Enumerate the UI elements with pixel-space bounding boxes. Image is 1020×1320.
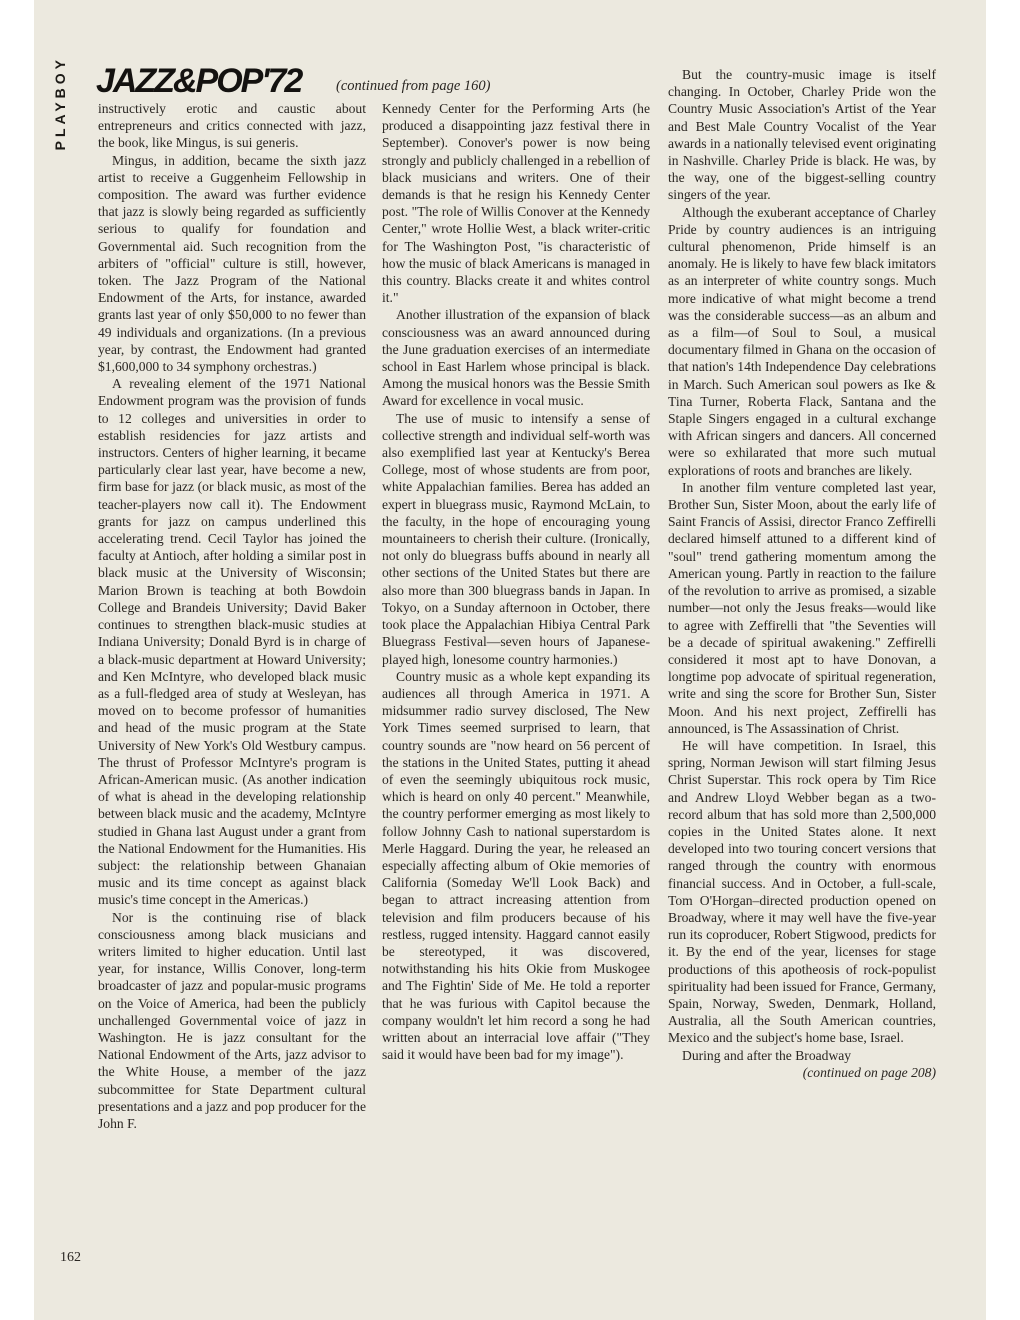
text-column-1 bbox=[98, 100, 366, 1132]
paragraph: Country music as a whole kept expanding its audiences all through America in 1971. A midsummer radio survey disclosed, The New York Times seemed surprised to learn, that country sounds are "now heard on 56 percent of the stations in the United States, putting it ahead of even the seemingly ubiquitous rock music, which is heard on only 40 percent." Meanwhile, the country performer emerging as most likely to follow Johnny Cash to national superstardom is Merle Haggard. During the year, he released an especially affecting album of Okie memories of California (Someday We'll Look Back) and began to attract increasing attention from television and film producers because of his restless, rugged intensity. Haggard cannot easily be stereotyped, it was discovered, notwithstanding his hits Okie from Muskogee and The Fightin' Side of Me. He told a reporter that he was furious with Capitol because the company wouldn't let him record a song he had written about an interracial love affair ("They said it would have been bad for my image"). bbox=[382, 668, 650, 1063]
magazine-side-label: PLAYBOY bbox=[52, 56, 68, 151]
paragraph: Although the exuberant acceptance of Charley Pride by country audiences is an intriguing cultural phenomenon, Pride himself is an anomaly. He is likely to have few black imitators as an interpreter of white country songs. Much more indicative of what might become a trend was the considerable success—as an album and as a film—of Soul to Soul, a musical documentary filmed in Ghana on the occasion of that nation's 14th Independence Day celebrations in March. Such American soul powers as Ike & Tina Turner, Roberta Flack, Santana and the Staple Singers engaged in a cultural exchange with African singers and dancers. All concerned were so exhilarated that more such mutual explorations of roots and branches are likely. bbox=[668, 204, 936, 478]
paragraph: Nor is the continuing rise of black consciousness among black musicians and writers limited to higher education. Until last year, for instance, Willis Conover, long-term broadcaster of jazz and popular-music programs on the Voice of America, had been the publicly unchallenged Governmental voice of jazz in Washington. He is jazz consultant for the National Endowment of the Arts, jazz advisor to the White House, a member of the jazz subcommittee for State Department cultural presentations and a jazz and pop producer for the John F. bbox=[98, 909, 366, 1131]
continued-on-note: (continued on page 208) bbox=[802, 1064, 936, 1080]
text-column-2 bbox=[382, 100, 650, 1063]
paragraph: Kennedy Center for the Performing Arts (he produced a disappointing jazz festival there in September). Conover's power is now being strongly and publicly challenged in a rebellion of black musicians and writers. One of their demands is that he resign his Kennedy Center post. "The role of Willis Conover at the Kennedy Center," wrote Hollie West, a black writer-critic for The Washington Post, "is characteristic of how the music of black Americans is managed in this country. Blacks create it and whites control it." bbox=[382, 101, 650, 306]
paragraph: In another film venture completed last year, Brother Sun, Sister Moon, about the early life of Saint Francis of Assisi, director Franco Zeffirelli declared himself attuned to a different kind of "soul" trend gathering momentum among the American young. Partly in reaction to the failure of the revolution to arrive as promised, a sizable number—not only the Jesus freaks—would like to agree with Zeffirelli that "the Seventies will be a decade of spiritual awakening." Zeffirelli considered it most apt to have Donovan, a longtime pop advocate of spiritual regeneration, write and sing the score for Brother Sun, Sister Moon. And his next project, Zeffirelli has announced, is The Assassination of Christ. bbox=[668, 479, 936, 736]
paragraph: He will have competition. In Israel, this spring, Norman Jewison will start filming Jesus Christ Superstar. This rock opera by Tim Rice and Andrew Lloyd Webber began as a two-record album that has sold more than 2,500,000 copies in the United States alone. It next developed into two touring concert versions that ranged through the country with enormous financial success. And in October, a full-scale, Tom O'Horgan–directed production opened on Broadway, where it may well have the five-year run its coproducer, Robert Stigwood, predicts for it. By the end of the year, licenses for stage productions of this apotheosis of rock-populist spirituality had been issued for France, Germany, Spain, Norway, Sweden, Denmark, Holland, Australia, all the South American countries, Mexico and the subject's home base, Israel. bbox=[668, 737, 936, 1046]
paragraph: During and after the Broadway bbox=[682, 1047, 852, 1063]
paragraph: The use of music to intensify a sense of collective strength and individual self-worth was also exemplified last year at Kentucky's Berea College, most of whose students are from poor, white Appalachian families. Berea has added an expert in bluegrass music, Raymond McLain, to the faculty, in the hope of encouraging young mountaineers to cherish their culture. (Ironically, not only do bluegrass buffs abound in nearly all other sections of the United States but there are also more than 300 bluegrass bands in Japan. In Tokyo, on a Sunday afternoon in October, there took place the Appalachian Hibiya Central Park Bluegrass Festival—seven hours of Japanese-played high, lonesome country harmonies.) bbox=[382, 410, 650, 667]
paragraph: Another illustration of the expansion of black consciousness was an award announced during the June graduation exercises of an intermediate school in East Harlem whose principal is black. Among the musical honors was the Bessie Smith Award for excellence in vocal music. bbox=[382, 307, 650, 409]
paragraph: instructively erotic and caustic about entrepreneurs and critics connected with jazz, the book, like Mingus, is sui generis. bbox=[98, 101, 366, 151]
section-heading-logo: JAZZ&POP'72 bbox=[96, 62, 302, 100]
paragraph: But the country-music image is itself changing. In October, Charley Pride won the Country Music Association's Artist of the Year and Best Male Country Vocalist of the Year awards in a nationally televised event originating in Nashville. Charley Pride is black. He was, by the way, one of the biggest-selling country singers of the year. bbox=[668, 67, 936, 203]
paragraph: Mingus, in addition, became the sixth jazz artist to receive a Guggenheim Fellowship in composition. The award was further evidence that jazz is slowly being regarded as sufficiently serious to qualify for foundation and Governmental aid. Such recognition from the arbiters of "official" culture is still, however, token. The Jazz Program of the National Endowment of the Arts, for instance, awarded grants last year of only $50,000 to no fewer than 49 individuals and organizations. (In a previous year, by contrast, the Endowment had granted $1,600,000 to 34 symphony orchestras.) bbox=[98, 152, 366, 375]
page-number: 162 bbox=[60, 1250, 81, 1265]
paragraph: A revealing element of the 1971 National Endowment program was the provision of funds to 12 colleges and universities in order to establish residencies for jazz artists and instructors. Centers of higher learning, it became particularly clear last year, have become a new, firm base for jazz (or black music, as most of the teacher-players now call it). The Endowment grants for jazz on campus underlined this accelerating trend. Cecil Taylor has joined the faculty at Antioch, after holding a similar post in black music at the University of Wisconsin; Marion Brown is teaching at both Bowdoin College and Brandeis University; David Baker continues to strengthen black-music studies at Indiana University; Donald Byrd is in charge of a black-music department at Howard University; and Ken McIntyre, who developed black music as a full-fledged area of study at Wesleyan, has moved on to become professor of humanities and head of the music program at the State University of New York's Old Westbury campus. The thrust of Professor McIntyre's program is African-American music. (As another indication of what is ahead in the developing relationship between black music and the academy, McIntyre studied in Ghana last August under a grant from the National Endowment for the Humanities. His subject: the relationship between Ghanaian music and its time concept as against black music's time concept in the Americas.) bbox=[98, 376, 366, 908]
text-column-3 bbox=[668, 66, 936, 1081]
continued-from-note: (continued from page 160) bbox=[336, 78, 491, 94]
magazine-page bbox=[34, 0, 986, 1320]
